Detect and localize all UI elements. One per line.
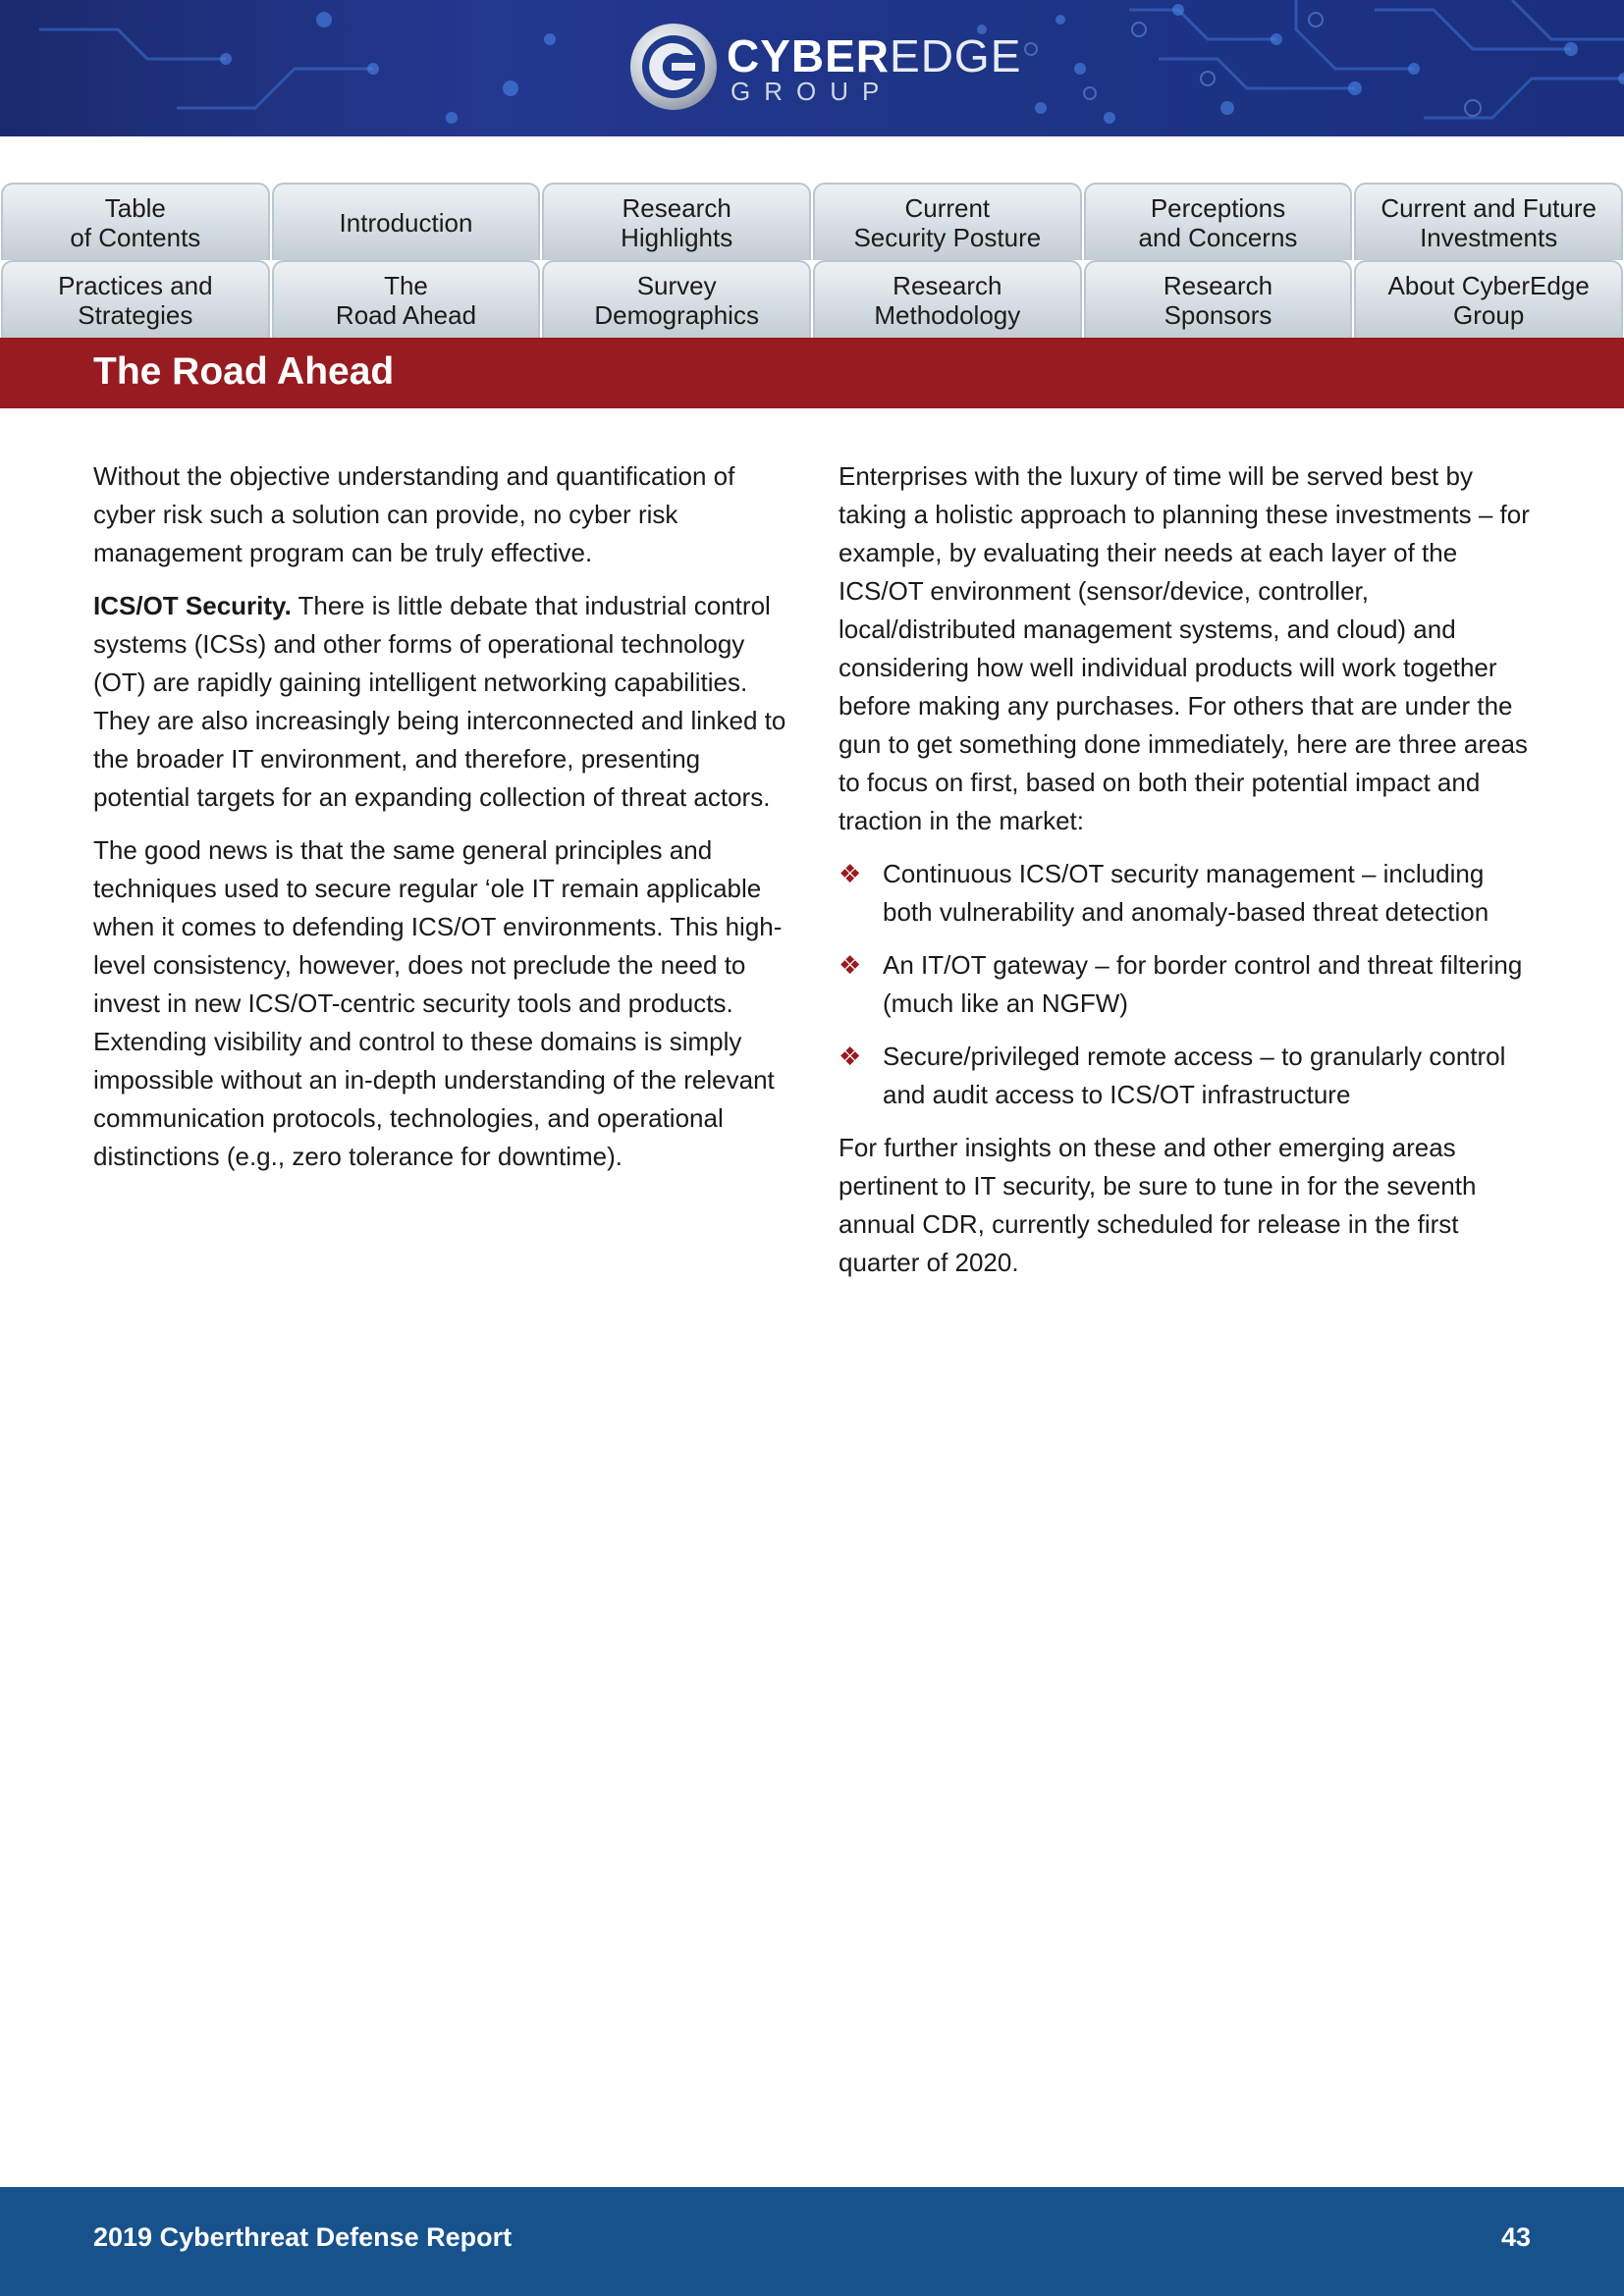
tab-research-sponsors[interactable] bbox=[1084, 260, 1353, 338]
page-footer bbox=[0, 2187, 1624, 2296]
bullet-diamond-icon: ❖ bbox=[839, 1041, 862, 1071]
tab-label: Practices and Strategies bbox=[58, 270, 213, 330]
list-item bbox=[839, 946, 1536, 1023]
tab-label: Perceptions and Concerns bbox=[1138, 192, 1298, 252]
tab-label: Table of Contents bbox=[70, 192, 201, 252]
tab-research-methodology[interactable] bbox=[813, 260, 1082, 338]
paragraph-lead: ICS/OT Security. bbox=[93, 591, 292, 620]
tab-label: Introduction bbox=[339, 207, 473, 238]
report-title: 2019 Cyberthreat Defense Report bbox=[93, 2222, 513, 2252]
paragraph: For further insights on these and other emerging areas pertinent to IT security, be sure to tune in for the seventh annual CDR, currently scheduled for release in the first quarter of 2020. bbox=[839, 1133, 1477, 1277]
tab-the-road-ahead[interactable] bbox=[272, 260, 541, 338]
tab-perceptions-and-concerns[interactable] bbox=[1084, 183, 1353, 260]
tab-practices-and-strategies[interactable] bbox=[1, 260, 270, 338]
left-column bbox=[93, 457, 790, 1191]
paragraph: Without the objective understanding and quantification of cyber risk such a solution can provide, no cyber risk management program can be truly effective. bbox=[93, 461, 735, 567]
tab-table-of-contents[interactable] bbox=[1, 183, 270, 260]
paragraph: The good news is that the same general principles and techniques used to secure regular ‘ole IT remain applicable when it comes to defending ICS/OT environments. This high-level consistency, however, does not preclude the need to invest in new ICS/OT-centric security tools and products. Extending visibility and control to these domains is simply impossible without an in-depth understanding of the relevant communication protocols, technologies, and operational distinctions (e.g., zero tolerance for downtime). bbox=[93, 835, 783, 1171]
page-title: The Road Ahead bbox=[93, 350, 395, 393]
bullet-diamond-icon: ❖ bbox=[839, 859, 862, 888]
tab-label: Research Methodology bbox=[874, 270, 1021, 330]
tab-label: Research Highlights bbox=[621, 192, 733, 252]
paragraph-ics-ot bbox=[93, 587, 790, 817]
tab-about-cyberedge-group[interactable] bbox=[1354, 260, 1623, 338]
page-number: 43 bbox=[1500, 2222, 1531, 2252]
right-column bbox=[839, 457, 1536, 1297]
tab-introduction[interactable] bbox=[272, 183, 541, 260]
tab-current-security-posture[interactable] bbox=[813, 183, 1082, 260]
section-tabs bbox=[0, 183, 1624, 338]
tab-label: About CyberEdge Group bbox=[1387, 270, 1590, 330]
list-item-text: Continuous ICS/OT security management – including both vulnerability and anomaly-based threat detection bbox=[883, 859, 1489, 927]
tab-survey-demographics[interactable] bbox=[542, 260, 811, 338]
cyberedge-logo-mark-icon bbox=[628, 22, 719, 112]
cyberedge-logo bbox=[628, 22, 1022, 116]
section-title-bar bbox=[0, 338, 1624, 408]
list-item-text: Secure/privileged remote access – to granularly control and audit access to ICS/OT infrastructure bbox=[883, 1041, 1506, 1109]
tab-label: Research Sponsors bbox=[1163, 270, 1273, 330]
paragraph-text: There is little debate that industrial control systems (ICSs) and other forms of operational technology (OT) are rapidly gaining intelligent networking capabilities. They are also increasingly being interconnected and linked to the broader IT environment, and therefore, presenting potential targets for an expanding collection of threat actors. bbox=[93, 591, 786, 812]
list-item-text: An IT/OT gateway – for border control and threat filtering (much like an NGFW) bbox=[883, 950, 1523, 1018]
tab-research-highlights[interactable] bbox=[542, 183, 811, 260]
paragraph: Enterprises with the luxury of time will be served best by taking a holistic approach to planning these investments – for example, by evaluating their needs at each layer of the ICS/OT environment (sensor/device, controller, local/distributed management systems, and cloud) and considering how well individual products will work together before making any purchases. For others that are under the gun to get something done immediately, here are three areas to focus on first, based on both their potential impact and traction in the market: bbox=[839, 461, 1530, 835]
list-item bbox=[839, 855, 1536, 932]
logo-wordmark: CYBEREDGE bbox=[727, 30, 1022, 81]
header-banner bbox=[0, 0, 1624, 136]
list-item bbox=[839, 1038, 1536, 1114]
bullet-diamond-icon: ❖ bbox=[839, 950, 862, 980]
tab-label: Current Security Posture bbox=[853, 192, 1042, 252]
focus-areas-list bbox=[839, 855, 1536, 1114]
tab-label: Current and Future Investments bbox=[1380, 192, 1597, 252]
tab-label: The Road Ahead bbox=[335, 270, 477, 330]
logo-subtitle: GROUP bbox=[731, 77, 893, 106]
tab-current-and-future-investments[interactable] bbox=[1354, 183, 1623, 260]
tab-label: Survey Demographics bbox=[594, 270, 759, 330]
